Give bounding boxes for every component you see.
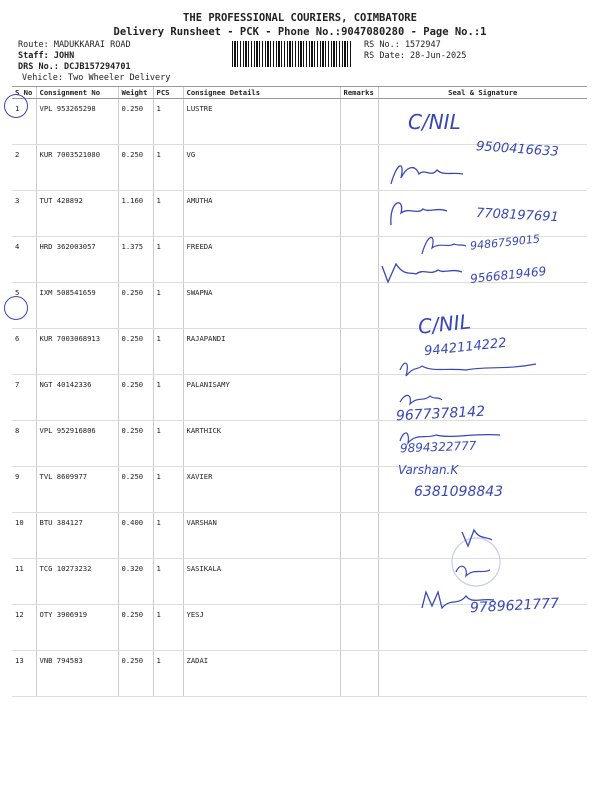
- cell-consignee: VG: [183, 145, 340, 191]
- cell-weight: 0.250: [118, 651, 153, 697]
- handwriting-phone-row-2: 9500416633: [475, 139, 560, 160]
- cell-sno: 6: [12, 329, 36, 375]
- cell-consignment: VNB 794583: [36, 651, 118, 697]
- cell-sno: 11: [12, 559, 36, 605]
- cell-remarks: [340, 605, 378, 651]
- signature-row-3: [383, 195, 453, 231]
- cell-consignment: IXM 508541659: [36, 283, 118, 329]
- cell-pcs: 1: [153, 329, 183, 375]
- col-header-weight: Weight: [118, 87, 153, 99]
- col-header-consignee: Consignee Details: [183, 87, 340, 99]
- handwriting-phone-row-4: 9486759015: [469, 232, 541, 253]
- cell-consignee: LUSTRE: [183, 99, 340, 145]
- cell-weight: 0.250: [118, 375, 153, 421]
- barcode: [232, 41, 352, 67]
- handwriting-phone-row-13: 9789621777: [469, 595, 560, 617]
- cell-pcs: 1: [153, 99, 183, 145]
- handwriting-phone-row-10: 6381098843: [414, 484, 504, 500]
- table-row: [12, 651, 587, 697]
- cell-sno: 3: [12, 191, 36, 237]
- cell-consignee: FREEDA: [183, 237, 340, 283]
- cell-consignee: SASIKALA: [183, 559, 340, 605]
- route-text: Route: MADUKKARAI ROAD: [18, 40, 131, 50]
- cell-remarks: [340, 375, 378, 421]
- cell-consignment: VPL 953265298: [36, 99, 118, 145]
- col-header-consignment: Consignment No: [36, 87, 118, 99]
- company-title: THE PROFESSIONAL COURIERS, COIMBATORE: [183, 12, 417, 24]
- cell-remarks: [340, 467, 378, 513]
- cell-weight: 0.250: [118, 467, 153, 513]
- signature-row-2: [385, 156, 475, 190]
- handwriting-remark-row-1: C/NIL: [408, 110, 461, 134]
- cell-sno: 7: [12, 375, 36, 421]
- cell-seal-signature: [378, 651, 587, 697]
- signature-row-5: [378, 258, 466, 288]
- handwriting-phone-row-3: 7708197691: [475, 205, 560, 226]
- cell-consignment: OTY 3906919: [36, 605, 118, 651]
- cell-consignment: VPL 952916806: [36, 421, 118, 467]
- cell-weight: 0.250: [118, 283, 153, 329]
- cell-consignee: YESJ: [183, 605, 340, 651]
- rs-number: RS No.: 1572947: [364, 40, 441, 50]
- table-row: [12, 283, 587, 329]
- cell-weight: 1.375: [118, 237, 153, 283]
- col-header-remarks: Remarks: [340, 87, 378, 99]
- cell-consignee: ZADAI: [183, 651, 340, 697]
- cell-consignee: RAJAPANDI: [183, 329, 340, 375]
- circle-mark-row-1: [4, 94, 28, 118]
- cell-weight: 0.320: [118, 559, 153, 605]
- handwriting-remark-row-6: C/NIL: [416, 309, 472, 339]
- cell-sno: 8: [12, 421, 36, 467]
- col-header-seal: Seal & Signature: [378, 87, 587, 99]
- cell-remarks: [340, 513, 378, 559]
- cell-remarks: [340, 329, 378, 375]
- cell-consignee: VARSHAN: [183, 513, 340, 559]
- circle-mark-row-6: [4, 296, 28, 320]
- cell-pcs: 1: [153, 559, 183, 605]
- cell-sno: 5: [12, 283, 36, 329]
- cell-consignment: TVL 8609977: [36, 467, 118, 513]
- cell-remarks: [340, 651, 378, 697]
- cell-consignment: HRD 362003057: [36, 237, 118, 283]
- drs-number: DRS No.: DCJB157294701: [18, 62, 131, 72]
- signature-row-4: [418, 228, 468, 258]
- col-header-sno: S No: [12, 87, 36, 99]
- cell-weight: 0.250: [118, 329, 153, 375]
- signature-row-7: [396, 356, 546, 384]
- cell-consignment: TUT 428892: [36, 191, 118, 237]
- vehicle-text: Vehicle: Two Wheeler Delivery: [22, 73, 171, 83]
- cell-sno: 4: [12, 237, 36, 283]
- cell-weight: 0.400: [118, 513, 153, 559]
- cell-weight: 0.250: [118, 605, 153, 651]
- cell-remarks: [340, 559, 378, 605]
- cell-weight: 1.160: [118, 191, 153, 237]
- cell-weight: 0.250: [118, 421, 153, 467]
- table-header-row: [12, 87, 587, 99]
- col-header-pcs: PCS: [153, 87, 183, 99]
- cell-remarks: [340, 421, 378, 467]
- cell-pcs: 1: [153, 191, 183, 237]
- cell-consignment: TCG 10273232: [36, 559, 118, 605]
- seal-stamp-row-12: [446, 522, 506, 592]
- staff-text: Staff: JOHN: [18, 51, 75, 61]
- cell-pcs: 1: [153, 283, 183, 329]
- cell-consignment: KUR 7003068913: [36, 329, 118, 375]
- cell-remarks: [340, 283, 378, 329]
- cell-remarks: [340, 237, 378, 283]
- handwriting-name-row-10: Varshan.K: [398, 463, 459, 477]
- cell-remarks: [340, 191, 378, 237]
- cell-consignee: KARTHICK: [183, 421, 340, 467]
- cell-pcs: 1: [153, 145, 183, 191]
- cell-weight: 0.250: [118, 99, 153, 145]
- cell-consignee: XAVIER: [183, 467, 340, 513]
- cell-pcs: 1: [153, 237, 183, 283]
- handwriting-phone-row-7: 9442114222: [423, 335, 508, 360]
- cell-sno: 9: [12, 467, 36, 513]
- handwriting-phone-row-8: 9677378142: [395, 403, 486, 425]
- cell-pcs: 1: [153, 651, 183, 697]
- cell-consignment: KUR 7003521080: [36, 145, 118, 191]
- cell-pcs: 1: [153, 421, 183, 467]
- cell-pcs: 1: [153, 467, 183, 513]
- cell-consignee: PALANISAMY: [183, 375, 340, 421]
- cell-pcs: 1: [153, 605, 183, 651]
- handwriting-phone-row-5: 9566819469: [469, 264, 547, 286]
- cell-consignment: NGT 40142336: [36, 375, 118, 421]
- cell-sno: 1: [12, 99, 36, 145]
- table-row: [12, 99, 587, 145]
- cell-remarks: [340, 145, 378, 191]
- cell-weight: 0.250: [118, 145, 153, 191]
- cell-seal-signature: [378, 283, 587, 329]
- cell-sno: 10: [12, 513, 36, 559]
- runsheet-subtitle: Delivery Runsheet - PCK - Phone No.:9047080280 - Page No.:1: [113, 26, 487, 38]
- cell-pcs: 1: [153, 513, 183, 559]
- rs-date: RS Date: 28-Jun-2025: [364, 51, 467, 61]
- cell-sno: 12: [12, 605, 36, 651]
- cell-remarks: [340, 99, 378, 145]
- handwriting-phone-row-9: 9894322777: [399, 438, 477, 456]
- cell-sno: 2: [12, 145, 36, 191]
- cell-sno: 13: [12, 651, 36, 697]
- cell-consignee: SWAPNA: [183, 283, 340, 329]
- cell-consignee: AMUTHA: [183, 191, 340, 237]
- cell-consignment: BTU 384127: [36, 513, 118, 559]
- cell-pcs: 1: [153, 375, 183, 421]
